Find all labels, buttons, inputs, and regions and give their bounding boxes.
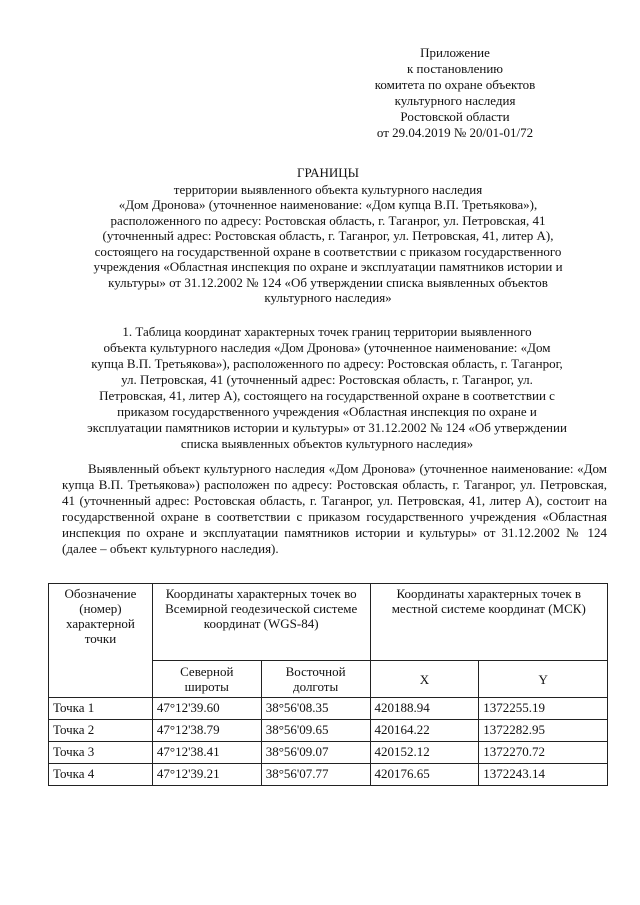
table-row [49,764,608,786]
cell-east: 38°56'08.35 [261,698,370,720]
cell-north: 47°12'38.41 [152,742,261,764]
cell-y: 1372255.19 [479,698,608,720]
cell-x: 420176.65 [370,764,479,786]
section-line: эксплуатации памятников истории и культуры» от 31.12.2002 № 124 «Об утверждении [87,420,567,435]
section-line: объекта культурного наследия «Дом Дронова» (уточненное наименование: «Дом [103,340,551,355]
cell-point: Точка 4 [49,764,153,786]
title-line: территории выявленного объекта культурного наследия [173,181,483,197]
cell-y: 1372282.95 [479,720,608,742]
coordinates-table [48,583,608,786]
title-line: культуры» от 31.12.2002 № 124 «Об утверждении списка выявленных объектов [108,274,548,290]
document-title [48,165,608,306]
section-line: списка выявленных объектов культурного наследия» [180,436,474,451]
section-line: приказом государственного учреждения «Областная инспекция по охране и [117,404,537,419]
cell-x: 420188.94 [370,698,479,720]
header-wgs: Координаты характерных точек во Всемирной геодезической системе координат (WGS-84) [152,584,370,661]
title-line: «Дом Дронова» (уточненное наименование: «Дом купца В.П. Третьякова»), [118,197,538,212]
title-line: учреждения «Областная инспекция по охране и эксплуатации памятников истории и [93,259,563,274]
appendix-block [330,45,580,141]
header-north: Северной широты [152,661,261,698]
cell-point: Точка 1 [49,698,153,720]
table-row [49,698,608,720]
cell-point: Точка 2 [49,720,153,742]
appendix-line: Ростовской области [400,109,510,124]
header-x: X [370,661,479,698]
section-heading [62,324,592,452]
cell-east: 38°56'07.77 [261,764,370,786]
title-line: культурного наследия» [264,290,392,305]
title-line: состоящего на государственной охране в соответствии с приказом государственного [94,243,562,259]
header-east: Восточной долготы [261,661,370,698]
header-msk: Координаты характерных точек в местной системе координат (МСК) [370,584,608,661]
section-line: ул. Петровская, 41 (уточненный адрес: Ростовская область, г. Таганрог, ул. [121,372,533,387]
cell-north: 47°12'39.21 [152,764,261,786]
cell-y: 1372270.72 [479,742,608,764]
cell-east: 38°56'09.65 [261,720,370,742]
cell-x: 420164.22 [370,720,479,742]
cell-x: 420152.12 [370,742,479,764]
appendix-line: культурного наследия [394,93,516,108]
appendix-line: Приложение [420,45,490,60]
title-line: (уточненный адрес: Ростовская область, г. Таганрог, ул. Петровская, 41, литер А), [102,228,554,243]
cell-north: 47°12'38.79 [152,720,261,742]
section-line: купца В.П. Третьякова»), расположенного по адресу: Ростовская область, г. Таганрог, [91,356,563,371]
header-point: Обозначение (номер) характерной точки [49,584,153,698]
header-y: Y [479,661,608,698]
table-header-row [49,584,608,661]
section-line: 1. Таблица координат характерных точек границ территории выявленного [122,324,532,339]
description-paragraph: Выявленный объект культурного наследия «Дом Дронова» (уточненное наименование: «Дом купца В.П. Третьякова») расположен по адресу: Ростовская область, г. Таганрог, ул. Петровская, 41 (уточненный адрес: Ростовская область, г. Таганрог, ул. Петровская, 41, литер А), состоит на государственной охране в соответствии с приказом государственного учреждения «Областная инспекция по охране и эксплуатации памятников истории и культуры» от 31.12.2002 № 124 (далее – объект культурного наследия). [62,461,607,556]
table-row [49,742,608,764]
table-row [49,720,608,742]
cell-y: 1372243.14 [479,764,608,786]
appendix-date: от 29.04.2019 № 20/01-01/72 [376,125,534,140]
cell-point: Точка 3 [49,742,153,764]
title-heading: ГРАНИЦЫ [297,165,359,180]
appendix-line: к постановлению [406,61,504,76]
cell-east: 38°56'09.07 [261,742,370,764]
section-line: Петровская, 41, литер А), состоящего на государственной охране в соответствии с [99,388,555,403]
cell-north: 47°12'39.60 [152,698,261,720]
appendix-line: комитета по охране объектов [374,77,536,92]
title-line: расположенного по адресу: Ростовская область, г. Таганрог, ул. Петровская, 41 [110,212,546,228]
